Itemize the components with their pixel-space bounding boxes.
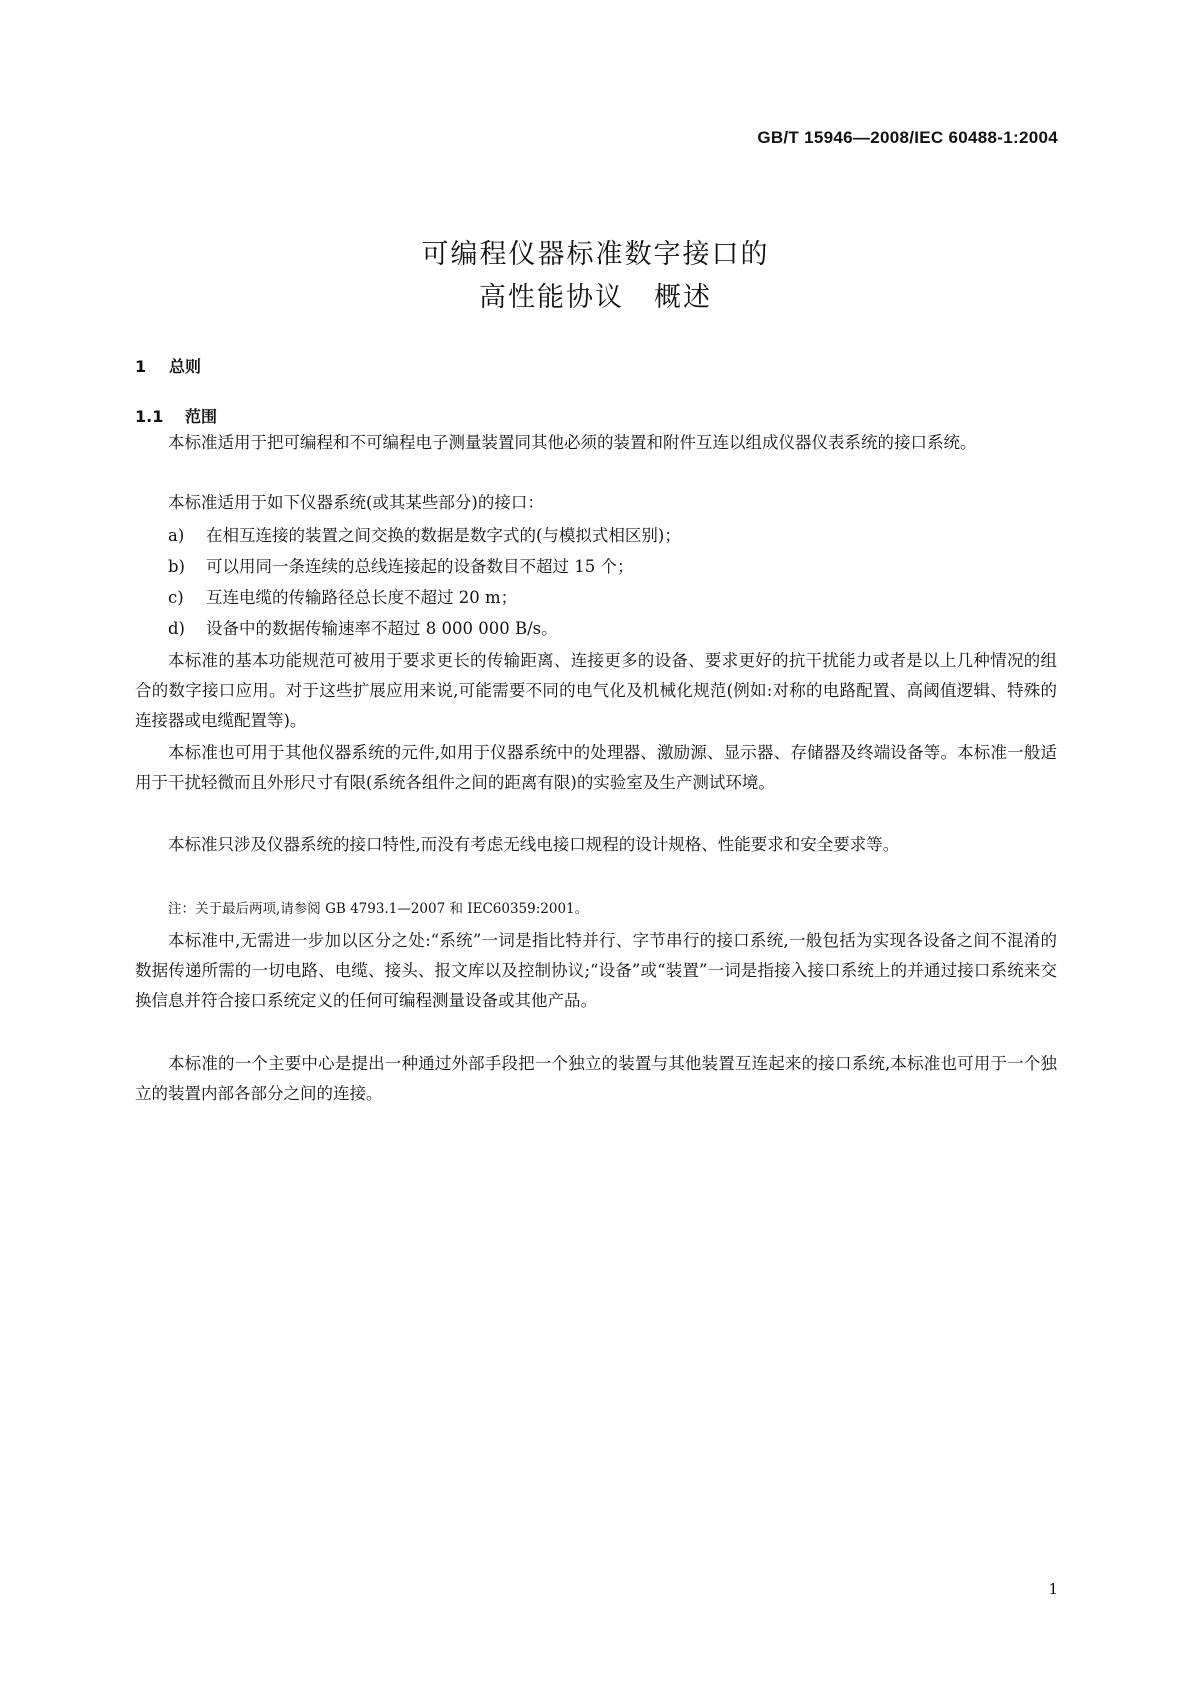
- list-item-text: 在相互连接的装置之间交换的数据是数字式的(与模拟式相区别)；: [206, 526, 681, 545]
- list-item: [168, 583, 1057, 613]
- scope-paragraph-2: 本标准适用于如下仪器系统(或其某些部分)的接口：: [168, 493, 544, 512]
- document-title-line-2: [0, 275, 1191, 314]
- list-item: [168, 521, 1057, 551]
- scope-paragraph-5: 本标准只涉及仪器系统的接口特性,而没有考虑无线电接口规程的设计规格、性能要求和安全要求等。: [168, 835, 900, 854]
- title-part-b: 概述: [654, 282, 712, 313]
- title-part-a: 高性能协议: [479, 282, 624, 313]
- section-1-heading: [135, 354, 201, 377]
- section-number: 1: [135, 357, 147, 376]
- document-title-line-1: 可编程仪器标准数字接口的: [421, 239, 770, 270]
- scope-paragraph-3: 本标准的基本功能规范可被用于要求更长的传输距离、连接更多的设备、要求更好的抗干扰能力或者是以上几种情况的组合的数字接口应用。对于这些扩展应用来说,可能需要不同的电气化及机械化规范(例如:对称的电路配置、高阈值逻辑、特殊的连接器或电缆配置等)。: [135, 651, 1057, 730]
- scope-paragraph-1: 本标准适用于把可编程和不可编程电子测量装置同其他必须的装置和附件互连以组成仪器仪表系统的接口系统。: [168, 433, 977, 452]
- section-title: 范围: [185, 407, 218, 426]
- standard-number: GB/T 15946—2008/IEC 60488-1:2004: [757, 128, 1058, 147]
- list-item-text: 可以用同一条连续的总线连接起的设备数目不超过 15 个；: [206, 557, 634, 576]
- scope-paragraph-6: 本标准中,无需进一步加以区分之处:“系统”一词是指比特并行、字节串行的接口系统,一般包括为实现各设备之间不混淆的数据传递所需的一切电路、电缆、接头、报文库以及控制协议;“设备”或“装置”一词是指接入接口系统上的并通过接口系统来交换信息并符合接口系统定义的任何可编程测量设备或其他产品。: [135, 931, 1057, 1010]
- page-number: 1: [1048, 1580, 1058, 1598]
- list-item-label: a): [168, 526, 185, 545]
- section-1-1-heading: [135, 404, 217, 427]
- note: 注：关于最后两项,请参阅 GB 4793.1—2007 和 IEC60359:2001。: [168, 901, 589, 917]
- list-item-label: b): [168, 557, 185, 576]
- list-item-label: c): [168, 588, 184, 607]
- list-item: [168, 552, 1057, 582]
- list-item: [168, 614, 1057, 644]
- list-item-text: 互连电缆的传输路径总长度不超过 20 m；: [206, 588, 518, 607]
- scope-paragraph-7: 本标准的一个主要中心是提出一种通过外部手段把一个独立的装置与其他装置互连起来的接口系统,本标准也可用于一个独立的装置内部各部分之间的连接。: [135, 1054, 1057, 1103]
- list-item-text: 设备中的数据传输速率不超过 8 000 000 B/s。: [206, 619, 558, 638]
- section-number: 1.1: [135, 407, 164, 426]
- section-title: 总则: [169, 357, 202, 376]
- scope-paragraph-4: 本标准也可用于其他仪器系统的元件,如用于仪器系统中的处理器、激励源、显示器、存储器及终端设备等。本标准一般适用于干扰轻微而且外形尺寸有限(系统各组件之间的距离有限)的实验室及生产测试环境。: [135, 743, 1057, 792]
- list-item-label: d): [168, 619, 185, 638]
